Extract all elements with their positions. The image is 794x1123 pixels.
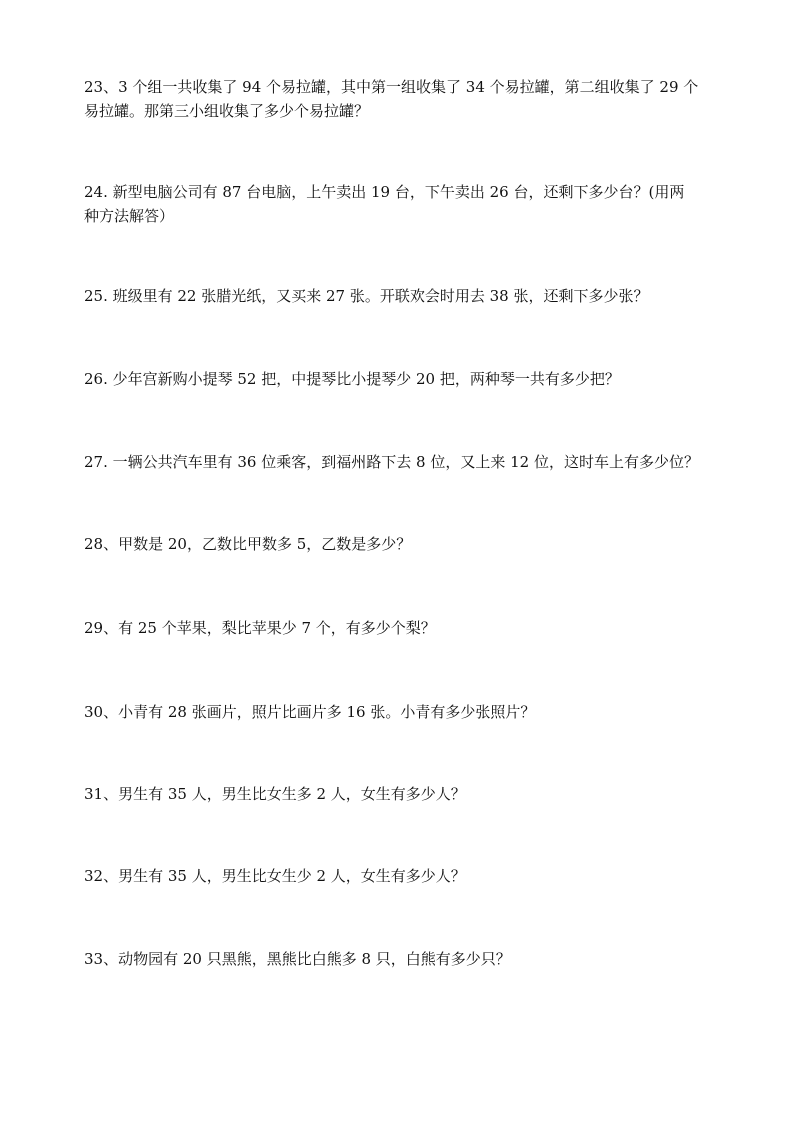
question-32-line-1: 32、男生有 35 人，男生比女生少 2 人，女生有多少人？ (84, 867, 466, 885)
question-23 (84, 75, 724, 123)
question-24-line-2: 种方法解答） (84, 207, 175, 225)
question-29-line-1: 29、有 25 个苹果，梨比苹果少 7 个，有多少个梨？ (84, 619, 436, 637)
question-33-line-1: 33、动物园有 20 只黑熊，黑熊比白熊多 8 只，白熊有多少只？ (84, 950, 511, 968)
question-30-line-1: 30、小青有 28 张画片，照片比画片多 16 张。小青有多少张照片？ (84, 703, 536, 721)
question-27 (84, 450, 724, 474)
question-23-line-2: 易拉罐。那第三小组收集了多少个易拉罐？ (84, 102, 370, 120)
question-33 (84, 947, 724, 971)
question-25 (84, 284, 724, 308)
question-24-line-1: 24. 新型电脑公司有 87 台电脑，上午卖出 19 台，下午卖出 26 台，还剩下多少台？(用两 (84, 183, 685, 201)
question-23-line-1: 23、3 个组一共收集了 94 个易拉罐，其中第一组收集了 34 个易拉罐，第二组收集了 29 个 (84, 78, 699, 96)
question-30 (84, 700, 724, 724)
question-28 (84, 532, 724, 556)
question-31 (84, 782, 724, 806)
question-25-line-1: 25. 班级里有 22 张腊光纸，又买来 27 张。开联欢会时用去 38 张，还剩下多少张？ (84, 287, 649, 305)
question-29 (84, 616, 724, 640)
question-26 (84, 367, 724, 391)
question-31-line-1: 31、男生有 35 人，男生比女生多 2 人，女生有多少人？ (84, 785, 466, 803)
question-27-line-1: 27. 一辆公共汽车里有 36 位乘客，到福州路下去 8 位，又上来 12 位，这时车上有多少位？ (84, 453, 699, 471)
question-24 (84, 180, 724, 228)
question-28-line-1: 28、甲数是 20，乙数比甲数多 5，乙数是多少？ (84, 535, 412, 553)
question-32 (84, 864, 724, 888)
question-26-line-1: 26. 少年宫新购小提琴 52 把，中提琴比小提琴少 20 把，两种琴一共有多少把？ (84, 370, 620, 388)
